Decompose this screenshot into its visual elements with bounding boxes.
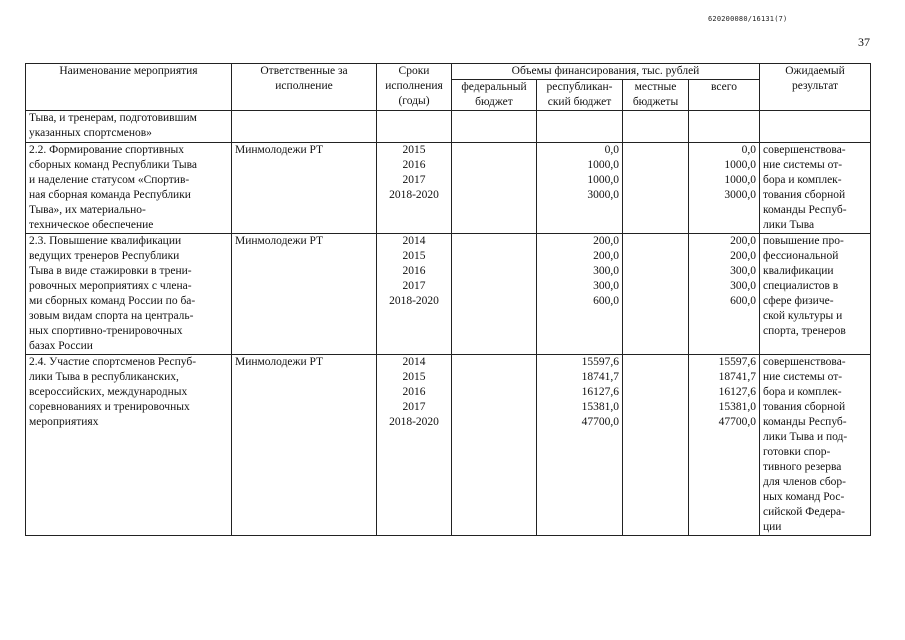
years-cell — [377, 111, 452, 143]
header-total: всего — [689, 80, 760, 111]
table-row — [26, 234, 871, 355]
activity-name-cell-line: ных спортивно-тренировочных — [29, 325, 183, 337]
total-cell-line: 200,0 — [730, 250, 756, 262]
header-name: Наименование мероприятия — [26, 64, 232, 111]
republic-budget-cell-line: 300,0 — [593, 280, 619, 292]
expected-result-cell-line: спорта, тренеров — [763, 325, 846, 337]
republic-budget-cell-line: 300,0 — [593, 265, 619, 277]
expected-result-cell-line: готовки спор- — [763, 446, 831, 458]
republic-budget-cell-line: 1000,0 — [587, 174, 619, 186]
activity-name-cell-line: 2.3. Повышение квалификации — [29, 235, 182, 247]
activity-name-cell-line: Тыва», их материально- — [29, 204, 146, 216]
expected-result-cell — [760, 234, 871, 355]
total-cell-line: 16127,6 — [718, 386, 756, 398]
activity-name-cell-line: базах России — [29, 340, 93, 352]
local-budget-cell — [623, 355, 689, 536]
activity-name-cell — [26, 234, 232, 355]
republic-budget-cell-line: 16127,6 — [581, 386, 619, 398]
total-cell-line: 300,0 — [730, 280, 756, 292]
expected-result-cell-line: ской культуры и — [763, 310, 843, 322]
total-cell-line: 15381,0 — [718, 401, 756, 413]
years-cell-line: 2015 — [402, 371, 426, 383]
expected-result-cell-line: тивного резерва — [763, 461, 842, 473]
expected-result-cell-line: лики Тыва и под- — [763, 431, 848, 443]
expected-result-cell-line: ных команд Рос- — [763, 491, 845, 503]
republic-budget-cell-line: 1000,0 — [587, 159, 619, 171]
republic-budget-cell — [537, 143, 623, 234]
total-cell-line: 3000,0 — [724, 189, 756, 201]
activity-name-cell-line: ровочных мероприятиях с члена- — [29, 280, 192, 292]
years-cell-line: 2018-2020 — [389, 189, 439, 201]
table-body — [26, 111, 871, 536]
table-row — [26, 355, 871, 536]
years-cell-line: 2018-2020 — [389, 416, 439, 428]
republic-budget-cell-line: 15381,0 — [581, 401, 619, 413]
activity-name-cell-line: зовым видам спорта на централь- — [29, 310, 194, 322]
expected-result-cell-line: бора и комплек- — [763, 386, 842, 398]
activity-name-cell-line: Тыва, и тренерам, подготовившим — [29, 112, 197, 124]
activity-name-cell-line: и наделение статусом «Спортив- — [29, 174, 190, 186]
republic-budget-cell-line: 200,0 — [593, 250, 619, 262]
republic-budget-cell-line: 15597,6 — [581, 356, 619, 368]
total-cell-line: 300,0 — [730, 265, 756, 277]
header-result: Ожидаемый результат — [760, 64, 871, 111]
local-budget-cell — [623, 143, 689, 234]
activity-name-cell-line: сборных команд Республики Тыва — [29, 159, 197, 171]
expected-result-cell-line: совершенствова- — [763, 356, 846, 368]
total-cell — [689, 111, 760, 143]
total-cell-line: 600,0 — [730, 295, 756, 307]
years-cell-line: 2016 — [402, 265, 426, 277]
header-responsible: Ответственные за исполнение — [232, 64, 377, 111]
years-cell-line: 2017 — [402, 401, 426, 413]
republic-budget-cell-line: 600,0 — [593, 295, 619, 307]
page-number: 37 — [858, 35, 870, 49]
years-cell-line: 2017 — [402, 174, 426, 186]
header-republic: республикан-ский бюджет — [537, 80, 623, 111]
expected-result-cell — [760, 355, 871, 536]
total-cell — [689, 234, 760, 355]
republic-budget-cell — [537, 111, 623, 143]
years-cell-line: 2016 — [402, 159, 426, 171]
federal-budget-cell — [452, 234, 537, 355]
activity-name-cell — [26, 111, 232, 143]
republic-budget-cell — [537, 355, 623, 536]
expected-result-cell-line: специалистов в — [763, 280, 839, 292]
activity-name-cell-line: ная сборная команда Республики — [29, 189, 191, 201]
financing-table — [25, 63, 871, 536]
expected-result-cell-line: ции — [763, 521, 782, 533]
total-cell — [689, 355, 760, 536]
expected-result-cell-line: ние системы от- — [763, 371, 843, 383]
expected-result-cell-line: повышение про- — [763, 235, 844, 247]
federal-budget-cell — [452, 111, 537, 143]
local-budget-cell — [623, 111, 689, 143]
republic-budget-cell-line: 3000,0 — [587, 189, 619, 201]
local-budget-cell — [623, 234, 689, 355]
republic-budget-cell — [537, 234, 623, 355]
years-cell — [377, 234, 452, 355]
total-cell-line: 200,0 — [730, 235, 756, 247]
responsible-cell: Минмолодежи РТ — [232, 355, 377, 536]
total-cell — [689, 143, 760, 234]
expected-result-cell-line: лики Тыва — [763, 219, 815, 231]
table-row — [26, 143, 871, 234]
expected-result-cell-line: ние системы от- — [763, 159, 843, 171]
total-cell-line: 18741,7 — [718, 371, 756, 383]
republic-budget-cell-line: 47700,0 — [581, 416, 619, 428]
years-cell-line: 2015 — [402, 144, 426, 156]
years-cell-line: 2014 — [402, 235, 426, 247]
total-cell-line: 47700,0 — [718, 416, 756, 428]
total-cell-line: 15597,6 — [718, 356, 756, 368]
expected-result-cell-line: сфере физиче- — [763, 295, 834, 307]
expected-result-cell — [760, 111, 871, 143]
republic-budget-cell-line: 0,0 — [604, 144, 619, 156]
responsible-cell: Минмолодежи РТ — [232, 143, 377, 234]
expected-result-cell-line: сийской Федера- — [763, 506, 845, 518]
years-cell-line: 2018-2020 — [389, 295, 439, 307]
expected-result-cell-line: совершенствова- — [763, 144, 846, 156]
header-financing: Объемы финансирования, тыс. рублей — [452, 64, 760, 80]
header-terms: Сроки исполнения (годы) — [377, 64, 452, 111]
years-cell-line: 2017 — [402, 280, 426, 292]
federal-budget-cell — [452, 355, 537, 536]
total-cell-line: 0,0 — [741, 144, 756, 156]
header-federal: федеральный бюджет — [452, 80, 537, 111]
expected-result-cell-line: тования сборной — [763, 401, 846, 413]
expected-result-cell-line: фессиональной — [763, 250, 839, 262]
expected-result-cell — [760, 143, 871, 234]
expected-result-cell-line: команды Респуб- — [763, 204, 847, 216]
document-id: 620200080/16131(7) — [708, 15, 788, 23]
header-local: местные бюджеты — [623, 80, 689, 111]
expected-result-cell-line: бора и комплек- — [763, 174, 842, 186]
federal-budget-cell — [452, 143, 537, 234]
activity-name-cell-line: 2.4. Участие спортсменов Респуб- — [29, 356, 197, 368]
expected-result-cell-line: для членов сбор- — [763, 476, 847, 488]
activity-name-cell-line: техническое обеспечение — [29, 219, 154, 231]
activity-name-cell-line: лики Тыва в республиканских, — [29, 371, 179, 383]
responsible-cell: Минмолодежи РТ — [232, 234, 377, 355]
years-cell — [377, 355, 452, 536]
activity-name-cell — [26, 143, 232, 234]
table-row — [26, 111, 871, 143]
activity-name-cell-line: 2.2. Формирование спортивных — [29, 144, 184, 156]
total-cell-line: 1000,0 — [724, 174, 756, 186]
expected-result-cell-line: команды Респуб- — [763, 416, 847, 428]
years-cell — [377, 143, 452, 234]
activity-name-cell-line: Тыва в виде стажировки в трени- — [29, 265, 192, 277]
activity-name-cell-line: мероприятиях — [29, 416, 99, 428]
activity-name-cell — [26, 355, 232, 536]
total-cell-line: 1000,0 — [724, 159, 756, 171]
activity-name-cell-line: всероссийских, международных — [29, 386, 188, 398]
activity-name-cell-line: соревнованиях и тренировочных — [29, 401, 190, 413]
expected-result-cell-line: тования сборной — [763, 189, 846, 201]
expected-result-cell-line: квалификации — [763, 265, 834, 277]
responsible-cell — [232, 111, 377, 143]
years-cell-line: 2015 — [402, 250, 426, 262]
republic-budget-cell-line: 200,0 — [593, 235, 619, 247]
activity-name-cell-line: ведущих тренеров Республики — [29, 250, 180, 262]
republic-budget-cell-line: 18741,7 — [581, 371, 619, 383]
years-cell-line: 2016 — [402, 386, 426, 398]
years-cell-line: 2014 — [402, 356, 426, 368]
activity-name-cell-line: указанных спортсменов» — [29, 127, 152, 139]
activity-name-cell-line: ми сборных команд России по ба- — [29, 295, 196, 307]
